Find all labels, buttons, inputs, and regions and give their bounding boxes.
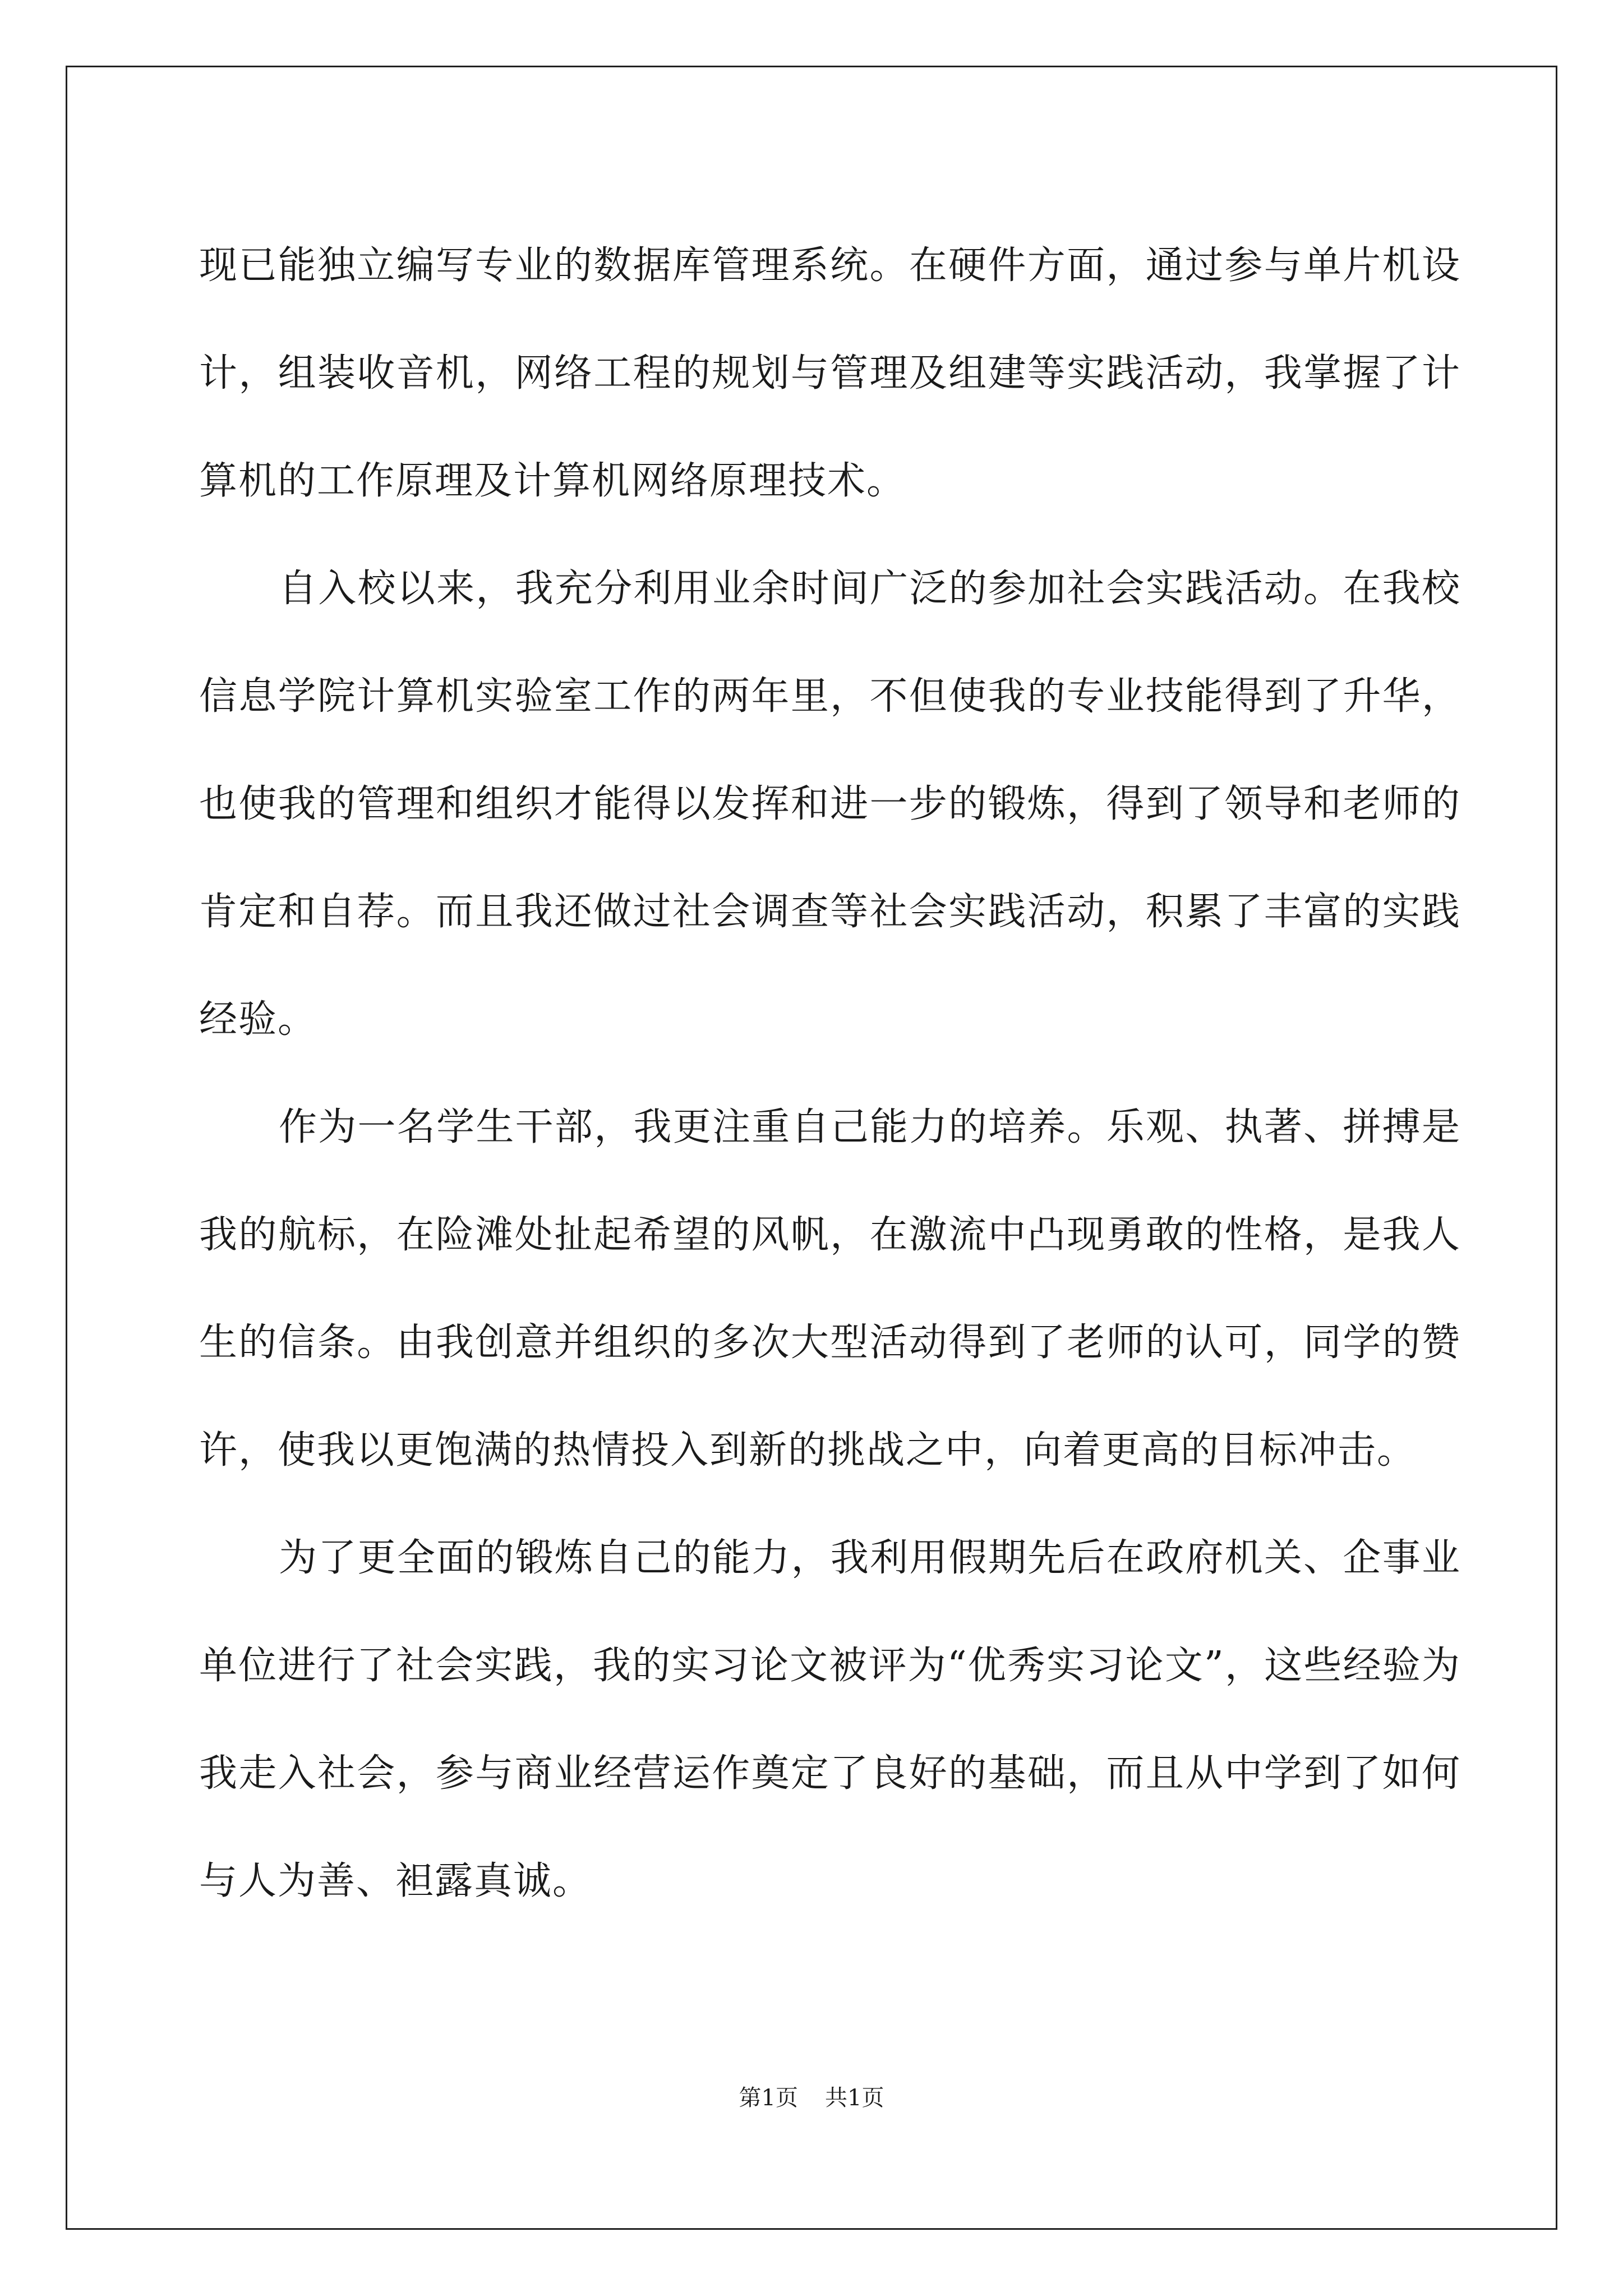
page-footer <box>0 2080 1623 2112</box>
document-body <box>199 212 1461 1935</box>
paragraph-1: 现已能独立编写专业的数据库管理系统。在硬件方面，通过参与单片机设计，组装收音机，网络工程的规划与管理及组建等实践活动，我掌握了计算机的工作原理及计算机网络原理技术。 <box>199 243 1461 503</box>
paragraph-3: 作为一名学生干部，我更注重自己能力的培养。乐观、执著、拼搏是我的航标，在险滩处扯起希望的风帆，在激流中凸现勇敢的性格，是我人生的信条。由我创意并组织的多次大型活动得到了老师的认可，同学的赞许，使我以更饱满的热情投入到新的挑战之中，向着更高的目标冲击。 <box>199 1105 1461 1473</box>
paragraph-2: 自入校以来，我充分利用业余时间广泛的参加社会实践活动。在我校信息学院计算机实验室工作的两年里，不但使我的专业技能得到了升华，也使我的管理和组织才能得以发挥和进一步的锻炼，得到了领导和老师的肯定和自荐。而且我还做过社会调查等社会实践活动，积累了丰富的实践经验。 <box>199 567 1461 1042</box>
paragraph-4: 为了更全面的锻炼自己的能力，我利用假期先后在政府机关、企事业单位进行了社会实践，我的实习论文被评为“优秀实习论文”，这些经验为我走入社会，参与商业经营运作奠定了良好的基础，而且从中学到了如何与人为善、袒露真诚。 <box>199 1536 1461 1903</box>
page-number: 第1页 <box>739 2085 798 2111</box>
page-total: 共1页 <box>825 2085 884 2111</box>
